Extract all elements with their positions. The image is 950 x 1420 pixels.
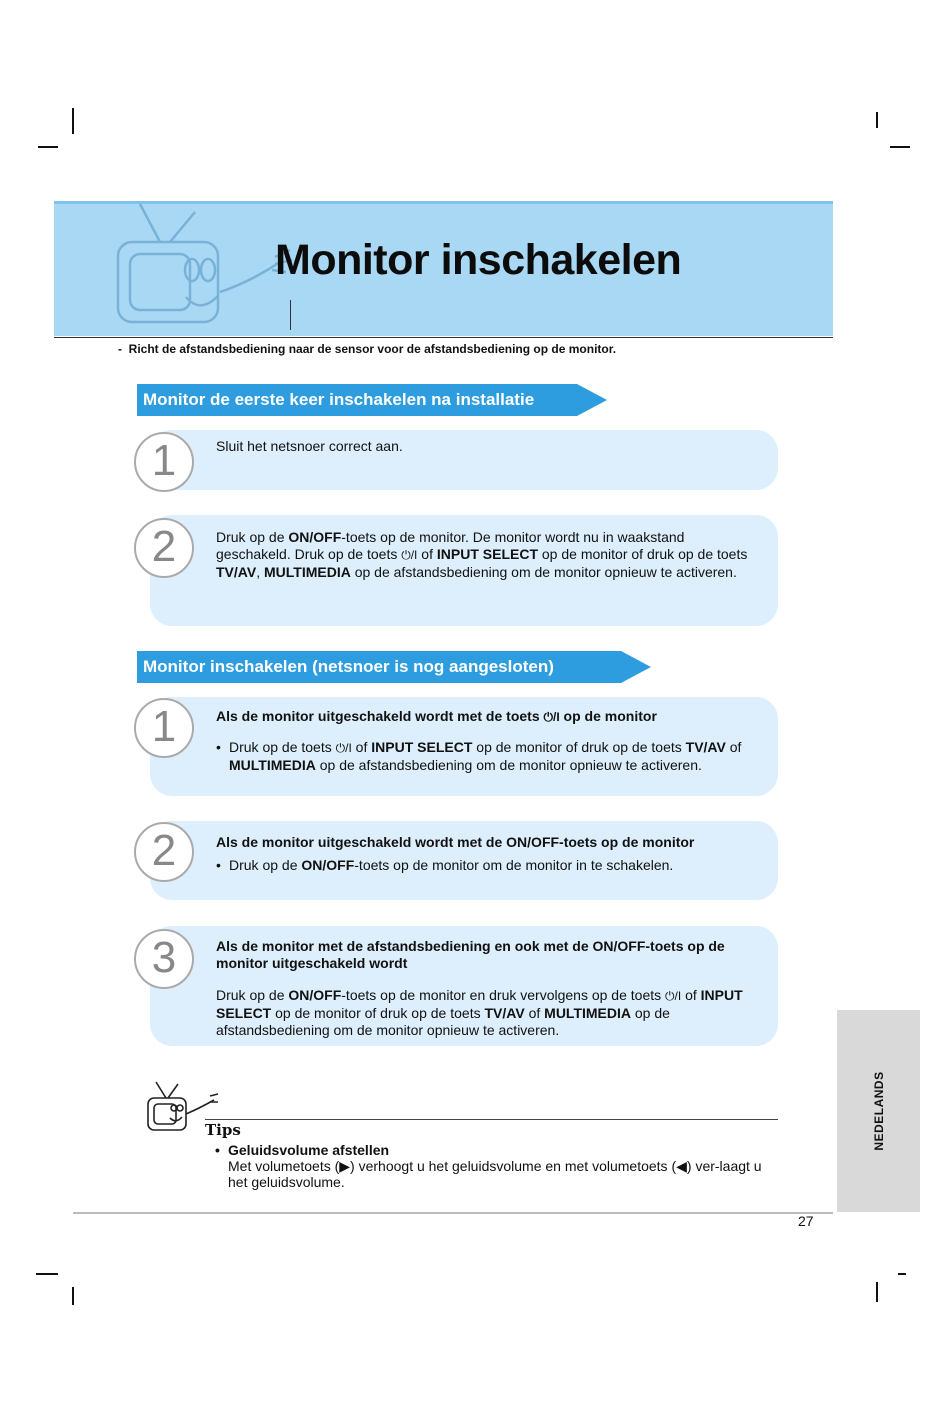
crop-mark [38,146,58,148]
header-tick [290,300,291,330]
volume-down-icon: ◀ [676,1158,687,1174]
tv-mascot-icon [100,202,300,332]
header-rule [54,337,833,338]
step-number: 2 [134,822,194,882]
section1-step2-text: Druk op de ON/OFF-toets op de monitor. De monitor wordt nu in waakstand geschakeld. Druk op de toets ⏻/I of INPUT SELECT op de monitor of druk op de toets TV/AV, MULTIMEDIA op de afstandsbediening om de monitor opnieuw te activeren. [216,529,748,580]
section2-step2-text: Als de monitor uitgeschakeld wordt met de ON/OFF-toets op de monitor • Druk op de ON/OFF-toets op de monitor om de monitor in te schakelen. [216,834,761,874]
tips-heading: • Geluidsvolume afstellen [215,1142,775,1158]
step-number: 1 [134,698,194,758]
crop-mark [898,1273,906,1275]
crop-mark [876,112,878,128]
crop-mark [72,108,74,134]
section1-step1-text: Sluit het netsnoer correct aan. [216,438,403,454]
page-number: 27 [798,1213,814,1229]
section2-step3-text: Als de monitor met de afstandsbediening en ook met de ON/OFF-toets op de monitor uitgeschakeld wordt Druk op de ON/OFF-toets op de monitor en druk vervolgens op de toets ⏻/I of INPUT SELECT op de monitor of druk op de toets TV/AV of MULTIMEDIA op de afstandsbediening om de monitor opnieuw te activeren. [216,938,743,1038]
tips-rule [205,1119,778,1120]
intro-text: - Richt de afstandsbediening naar de sensor voor de afstandsbediening op de monitor. [118,342,617,356]
power-symbol-icon: ⏻/I [543,710,560,724]
power-symbol-icon: ⏻/I [665,989,682,1003]
power-symbol-icon: ⏻/I [401,548,418,562]
crop-mark [876,1282,878,1302]
section2-step1-text: Als de monitor uitgeschakeld wordt met de toets ⏻/I op de monitor • Druk op de toets ⏻/I of INPUT SELECT op de monitor of druk op de toets TV/AV of MULTIMEDIA op de afstandsbediening om de monitor opnieuw te activeren. [216,708,761,774]
step-number: 2 [134,518,194,578]
step-number: 3 [134,929,194,989]
crop-mark [890,146,910,148]
page-title: Monitor inschakelen [275,236,682,284]
crop-mark [36,1273,58,1275]
language-side-tab: NEDELANDS [837,1010,920,1212]
footer-rule [73,1212,833,1214]
section2-banner [137,651,621,683]
section1-title: Monitor de eerste keer inschakelen na installatie [143,390,535,409]
power-symbol-icon: ⏻/I [335,741,352,755]
section1-banner [137,384,577,416]
section2-title: Monitor inschakelen (netsnoer is nog aangesloten) [143,657,554,676]
volume-up-icon: ▶ [339,1158,351,1174]
banner-arrow [621,651,651,683]
crop-mark [72,1287,74,1305]
banner-arrow [577,384,607,416]
tips-text: • Geluidsvolume afstellen Met volumetoets (▶) verhoogt u het geluidsvolume en met volumetoets (◀) ver-laagt u het geluidsvolume. [215,1142,775,1190]
tips-label: Tips [205,1121,241,1139]
step-number: 1 [134,432,194,492]
